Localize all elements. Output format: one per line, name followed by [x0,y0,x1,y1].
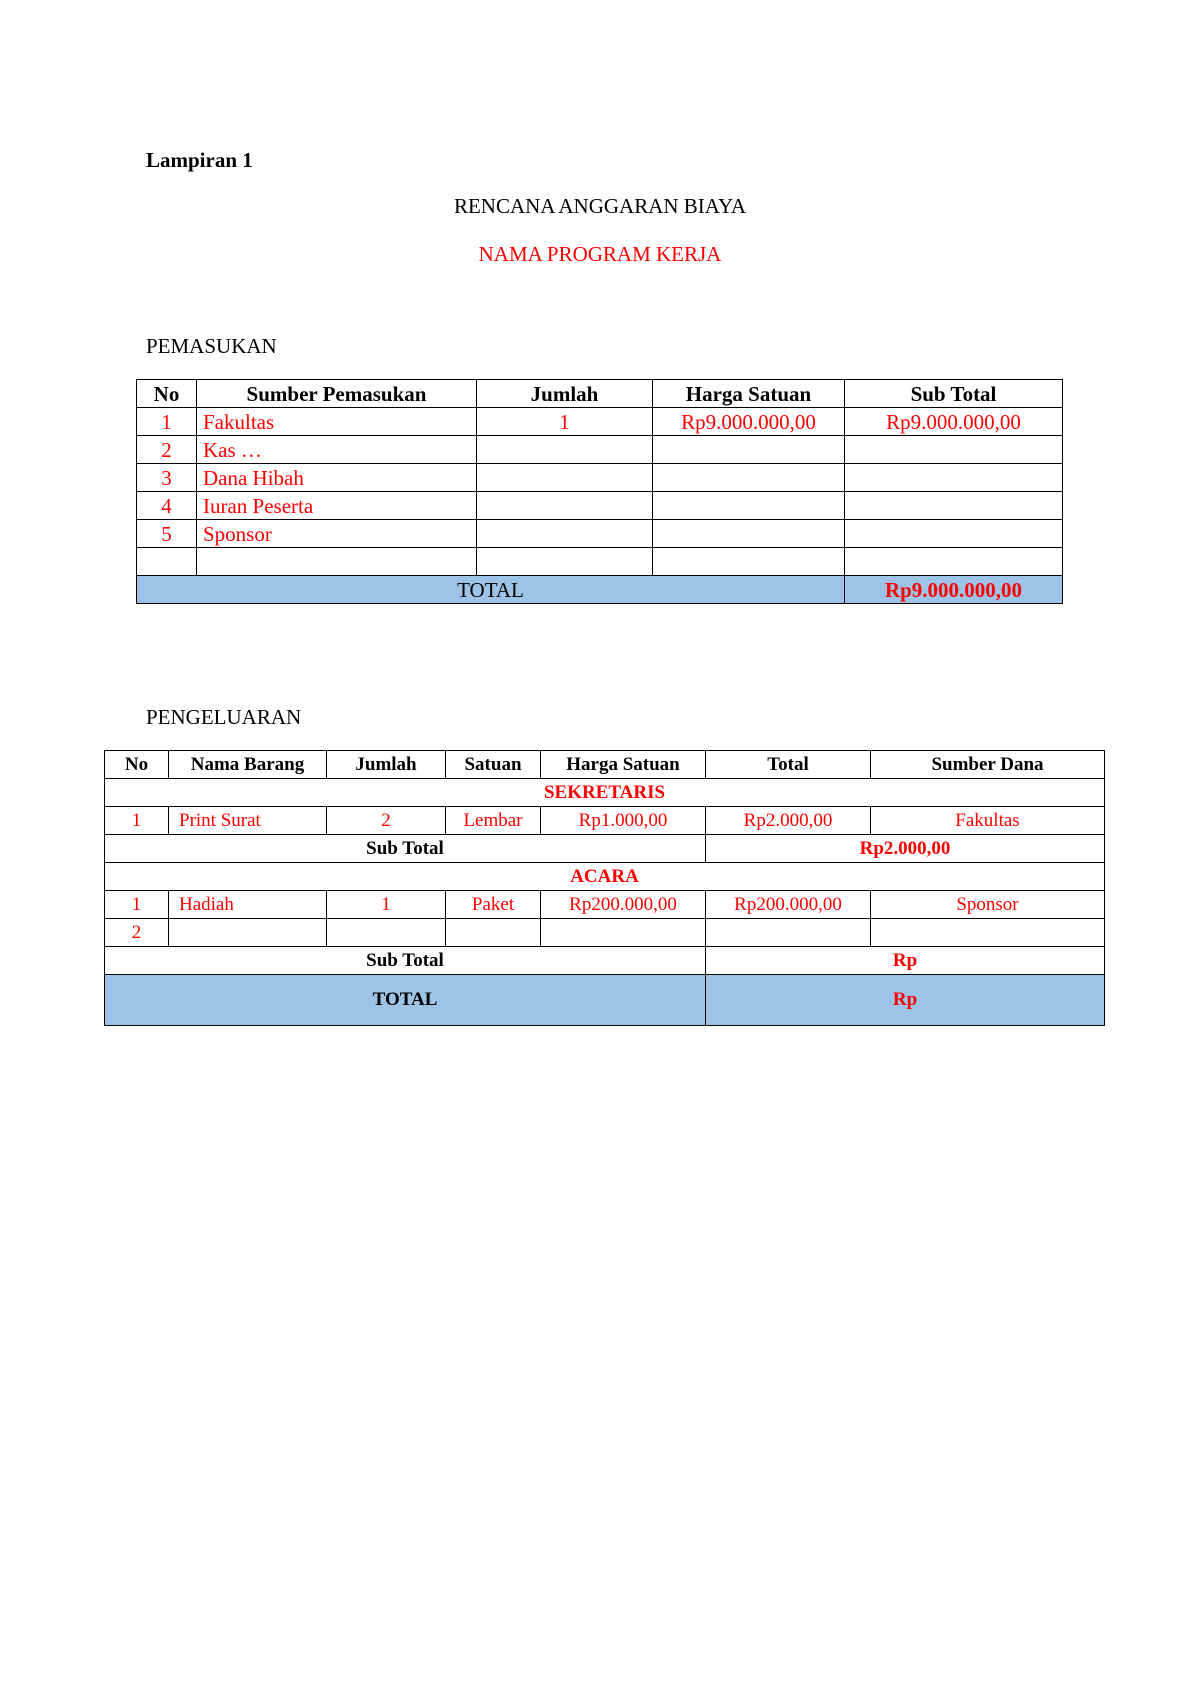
expense-no: 1 [105,891,169,919]
expense-unit-price: Rp200.000,00 [541,891,706,919]
income-subtotal: Rp9.000.000,00 [845,408,1063,436]
income-heading: PEMASUKAN [146,334,277,358]
income-unit-price [653,492,845,520]
expense-fund: Fakultas [871,807,1105,835]
income-source [197,548,477,576]
income-qty [477,520,653,548]
expense-item [169,919,327,947]
income-no: 3 [137,464,197,492]
attachment-label: Lampiran 1 [146,148,253,172]
expense-fund [871,919,1105,947]
table-row [137,520,1063,548]
income-header-row [137,380,1063,408]
income-no [137,548,197,576]
category-row-sekretaris [105,779,1105,807]
table-row [105,891,1105,919]
document-title: RENCANA ANGGARAN BIAYA [453,194,747,218]
subtotal-label: Sub Total [105,835,706,863]
income-qty [477,492,653,520]
income-total-label: TOTAL [137,576,845,604]
expense-col-item: Nama Barang [169,751,327,779]
income-source: Iuran Peserta [197,492,477,520]
income-no: 5 [137,520,197,548]
table-row [137,492,1063,520]
table-row [137,436,1063,464]
income-total-row [137,576,1063,604]
expense-unit-price [541,919,706,947]
income-col-subtotal: Sub Total [845,380,1063,408]
income-qty [477,464,653,492]
expense-fund: Sponsor [871,891,1105,919]
expense-col-unit-price: Harga Satuan [541,751,706,779]
income-subtotal [845,492,1063,520]
income-no: 1 [137,408,197,436]
expense-unit: Lembar [446,807,541,835]
table-row [137,408,1063,436]
expense-total: Rp2.000,00 [706,807,871,835]
subtotal-label: Sub Total [105,947,706,975]
table-row [105,919,1105,947]
income-subtotal [845,548,1063,576]
income-source: Sponsor [197,520,477,548]
expense-total [706,919,871,947]
table-row [137,548,1063,576]
table-row [137,464,1063,492]
income-unit-price [653,436,845,464]
subtotal-row [105,835,1105,863]
expense-qty: 1 [327,891,446,919]
program-name: NAMA PROGRAM KERJA [478,242,722,266]
income-table [136,379,1063,604]
income-subtotal [845,464,1063,492]
expense-qty [327,919,446,947]
expense-unit: Paket [446,891,541,919]
expense-no: 2 [105,919,169,947]
category-row-acara [105,863,1105,891]
income-source: Kas … [197,436,477,464]
income-unit-price [653,520,845,548]
expense-col-unit: Satuan [446,751,541,779]
income-subtotal [845,520,1063,548]
expense-unit-price: Rp1.000,00 [541,807,706,835]
table-row [105,807,1105,835]
expense-qty: 2 [327,807,446,835]
expense-col-no: No [105,751,169,779]
income-no: 2 [137,436,197,464]
expense-col-total: Total [706,751,871,779]
income-unit-price: Rp9.000.000,00 [653,408,845,436]
income-qty: 1 [477,408,653,436]
expense-total-value: Rp [706,975,1105,1026]
expense-col-fund: Sumber Dana [871,751,1105,779]
income-unit-price [653,548,845,576]
expense-col-qty: Jumlah [327,751,446,779]
expense-unit [446,919,541,947]
income-no: 4 [137,492,197,520]
expense-table [104,750,1105,1026]
expense-item: Hadiah [169,891,327,919]
expense-heading: PENGELUARAN [146,705,302,729]
expense-header-row [105,751,1105,779]
subtotal-value: Rp [706,947,1105,975]
income-qty [477,436,653,464]
income-col-no: No [137,380,197,408]
income-col-unit-price: Harga Satuan [653,380,845,408]
income-subtotal [845,436,1063,464]
income-col-qty: Jumlah [477,380,653,408]
expense-total-row [105,975,1105,1026]
expense-total: Rp200.000,00 [706,891,871,919]
expense-total-label: TOTAL [105,975,706,1026]
category-name: SEKRETARIS [105,779,1105,807]
income-source: Fakultas [197,408,477,436]
expense-item: Print Surat [169,807,327,835]
category-name: ACARA [105,863,1105,891]
subtotal-value: Rp2.000,00 [706,835,1105,863]
income-source: Dana Hibah [197,464,477,492]
income-total-value: Rp9.000.000,00 [845,576,1063,604]
expense-no: 1 [105,807,169,835]
income-unit-price [653,464,845,492]
income-qty [477,548,653,576]
subtotal-row [105,947,1105,975]
income-col-source: Sumber Pemasukan [197,380,477,408]
